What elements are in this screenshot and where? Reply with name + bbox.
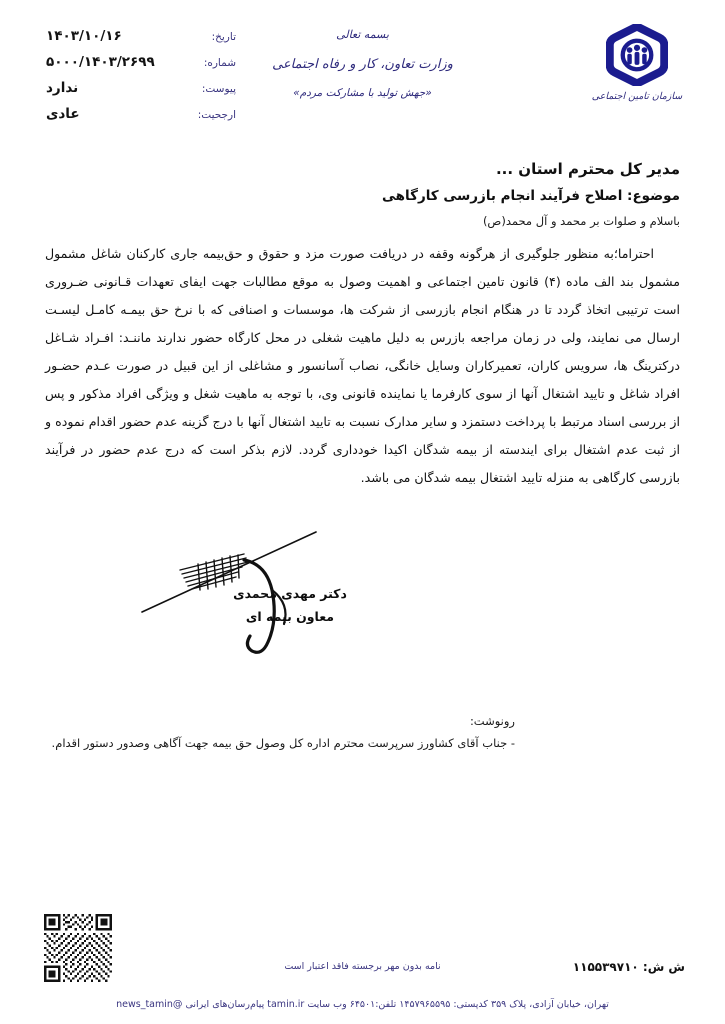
- letter-header: [0, 0, 725, 148]
- meta-label-attachment: پیوست:: [201, 83, 236, 95]
- besmeh-taala-text: بسمه تعالی: [336, 28, 389, 41]
- subject-line: موضوع: اصلاح فرآیند انجام بازرسی کارگاهی: [382, 188, 680, 204]
- meta-label-priority: ارجحیت:: [197, 109, 236, 121]
- qr-code-icon: [44, 914, 112, 982]
- addressee-line: مدیر کل محترم استان ...: [495, 160, 680, 178]
- meta-row-priority: [46, 106, 236, 132]
- meta-label-date: تاریخ:: [211, 31, 236, 43]
- meta-value-date: ۱۴۰۳/۱۰/۱۶: [46, 28, 122, 44]
- cc-item: - جناب آقای کشاورز سرپرست محترم اداره کل وصول حق بیمه جهت آگاهی وصدور دستور اقدام.: [51, 736, 515, 750]
- seal-validity-note: نامه بدون مهر برجسته فاقد اعتبار است: [284, 961, 441, 972]
- header-center-block: [198, 28, 528, 99]
- footer-address: تهران، خیابان آزادی، پلاک ۳۵۹ کدپستی: ۱۴۵۷۹۶۵۵۹۵ تلفن:۶۴۵۰۱ وب سایت tamin.ir پیام‌رسان‌های ایرانی @news_tamin: [116, 999, 609, 1010]
- salutation-line: باسلام و صلوات بر محمد و آل محمد(ص): [482, 214, 680, 228]
- meta-value-attachment: ندارد: [46, 80, 79, 96]
- carbon-copy-block: [52, 714, 515, 750]
- organization-name: سازمان تامین اجتماعی: [591, 91, 683, 102]
- year-slogan: «جهش تولید با مشارکت مردم»: [293, 87, 432, 99]
- meta-label-number: شماره:: [203, 57, 236, 69]
- signatory-name: دکتر مهدی محمدی: [233, 586, 347, 601]
- ministry-name: وزارت تعاون، کار و رفاه اجتماعی: [272, 57, 453, 72]
- signature-area: [0, 520, 725, 680]
- organization-logo-block: [577, 24, 697, 102]
- social-security-hexagon-icon: [606, 24, 668, 86]
- meta-value-number: ۵۰۰۰/۱۴۰۳/۲۶۹۹: [46, 54, 155, 70]
- serial-number: ش ش: ۱۱۵۵۳۹۷۱۰: [572, 960, 685, 974]
- body-paragraph: احتراما؛به منظور جلوگیری از هرگونه وقفه در دریافت صورت مزد و حقوق و حق‌بیمه جاری کارکنان شاغل مشمول مشمول بند الف ماده (۴) قانون تامین اجتماعی و اهمیت وصول به موقع مطالبات جهت ایفای تعهدات قـانونی ضـروری است ترتیبی اتخاذ گردد تا در هنگام انجام بازرسی از شرکت ها، موسسات و اصنافی که با نرخ حق بیمـه کامـل لیسـت ارسال می نمایند، ولی در زمان مراجعه بازرس به دلیل ماهیت شغلی در محل کارگاه حضور ندارند ماننـد: افـراد شـاغل درکترینگ ها، سرویس کاران، تعمیرکاران وسایل خانگی، نصاب آسانسور و مشاغلی از این قبیل در صورت عـدم حضـور افراد شاغل و تایید اشتغال آنها از سوی کارفرما یا نماینده قانونی وی، با توجه به ماهیت شغل و ویژگی افراد مذکور و پس از بررسی اسناد مرتبط با پرداخت دستمزد و سایر مدارک نسبت به تایید اشتغال آنها با درج گزینه عدم حضور اقدام نموده و از ثبت عدم اشتغال برای ایندسته از بیمه شدگان اکیدا خودداری گردد. لازم بذکر است که درج عدم حضور در فرآیند بازرسی کارگاهی به منزله تایید اشتغال بیمه شدگان می باشد.: [45, 246, 680, 485]
- cc-title: رونوشت:: [469, 714, 515, 728]
- meta-value-priority: عادی: [46, 106, 80, 122]
- signatory-title: معاون بیمه ای: [245, 609, 335, 624]
- letter-body: [45, 240, 680, 492]
- signature-text-block: [195, 582, 385, 628]
